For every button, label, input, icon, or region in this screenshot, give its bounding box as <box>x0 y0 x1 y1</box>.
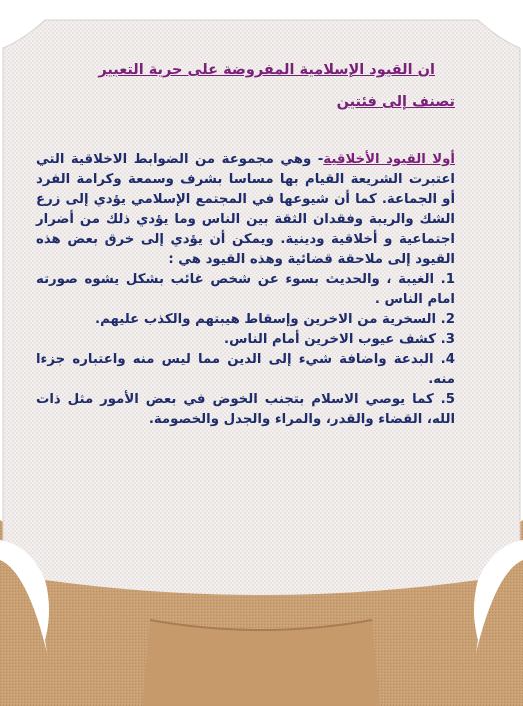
list-item: 4. البدعة واضافة شيء إلى الدين مما ليس منه واعتباره جزءا منه. <box>36 352 455 387</box>
list-item: 1. الغيبة ، والحديث بسوء عن شخص غائب بشكل يشوه صورته امام الناس . <box>36 272 455 307</box>
list-item: 5. كما يوصي الاسلام بتجنب الخوض في بعض الأمور مثل ذات الله، القضاء والقدر، والمراء والجدل والخصومة. <box>36 392 455 427</box>
list-item: 2. السخرية من الاخرين وإسقاط هيبتهم والكذب عليهم. <box>95 312 455 327</box>
section-body <box>36 150 455 430</box>
list-item: 3. كشف عيوب الاخرين أمام الناس. <box>224 332 455 347</box>
article <box>36 60 455 430</box>
bottom-arch <box>142 620 380 706</box>
heading-line-2: تصنف إلى فئتين <box>336 94 455 110</box>
restrictions-list <box>36 270 455 430</box>
section-intro-text: - وهي مجموعة من الضوابط الاخلاقية التي اعتبرت الشريعة القيام بها مساسا بشرف وسمعة وكرامة الفرد أو الجماعة. كما أن شيوعها في المجتمع الإسلامي يؤدي إلى زرع الشك والريبة وفقدان الثقة بين الناس وما يؤدي ذلك من أضرار اجتماعية و أخلاقية ودينية. ويمكن أن يؤدي إلى خرق بعض هذه القيود إلى ملاحقة قضائية وهذه القيود هي : <box>36 152 455 267</box>
section-lead: أولا القيود الأخلاقية <box>323 152 455 167</box>
heading-line-1: ان القيود الإسلامية المفروضة على حرية التعبير <box>98 62 435 78</box>
section-intro <box>36 150 455 270</box>
